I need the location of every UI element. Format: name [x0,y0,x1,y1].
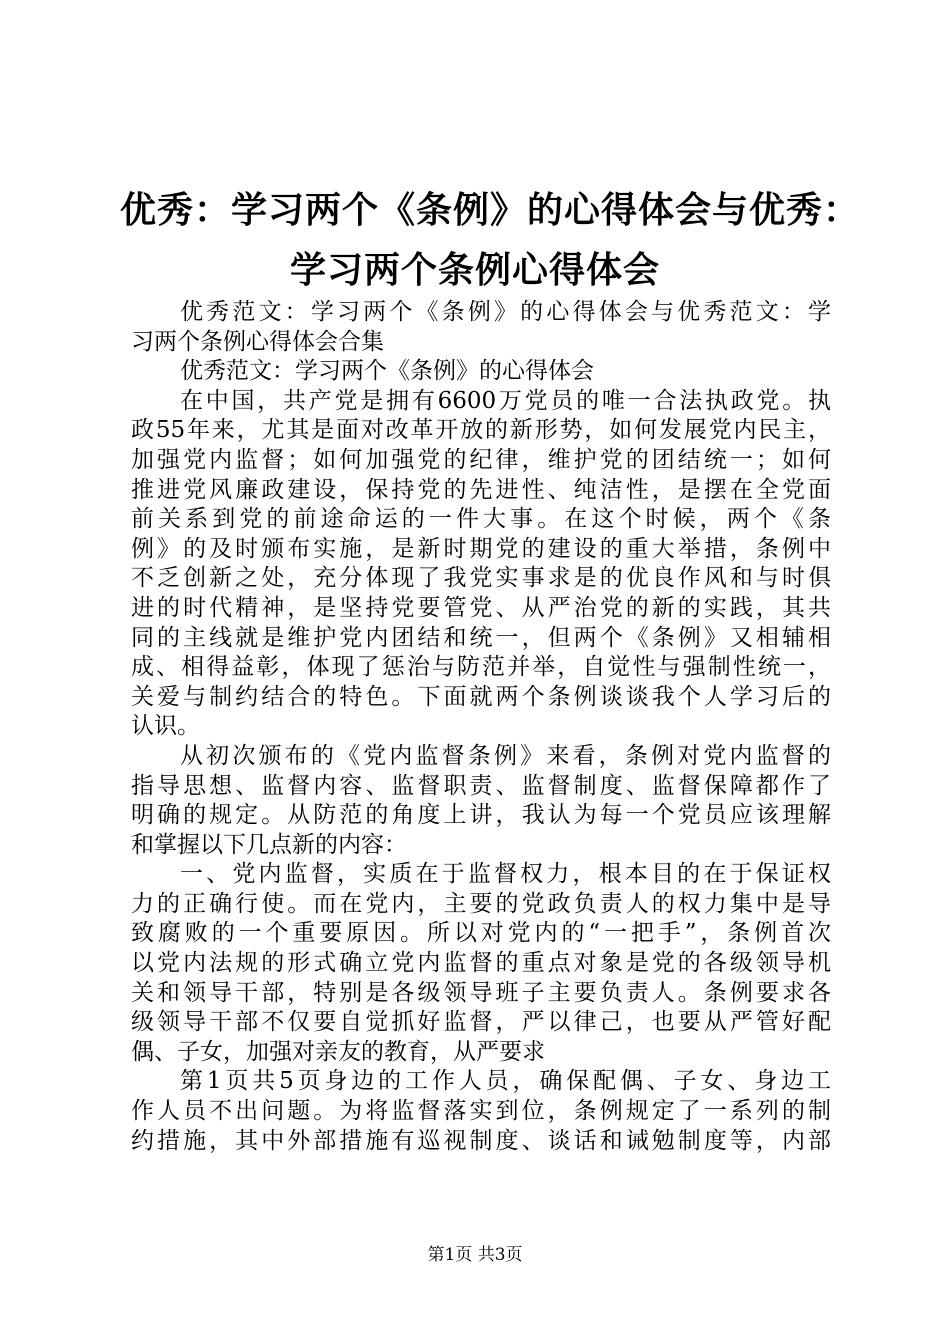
body-line: 成、相得益彰，体现了惩治与防范并举，自觉性与强制性统一， [131,654,831,681]
body-line: 不乏创新之处，充分体现了我党实事求是的优良作风和与时俱 [131,565,831,592]
body-line: 致腐败的一个重要原因。所以对党内的“一把手”，条例首次 [131,920,831,947]
body-line: 关和领导干部，特别是各级领导班子主要负责人。条例要求各 [131,979,831,1006]
body-line: 优秀范文：学习两个《条例》的心得体会与优秀范文：学 [180,299,831,325]
document-body [131,298,831,1156]
body-line: 明确的规定。从防范的角度上讲，我认为每一个党员应该理解 [131,802,831,829]
body-line: 优秀范文：学习两个《条例》的心得体会 [180,358,594,385]
body-line: 从初次颁布的《党内监督条例》来看，条例对党内监督的 [180,742,831,769]
body-line: 以党内法规的形式确立党内监督的重点对象是党的各级领导机 [131,950,831,977]
body-line: 推进党风廉政建设，保持党的先进性、纯洁性，是摆在全党面 [131,476,831,503]
body-line: 进的时代精神，是坚持党要管党、从严治党的新的实践，其共 [131,594,831,621]
body-line: 例》的及时颁布实施，是新时期党的建设的重大举措，条例中 [131,535,831,562]
body-line: 约措施，其中外部措施有巡视制度、谈话和诫勉制度等，内部 [131,1127,831,1154]
body-line: 偶、子女，加强对亲友的教育，从严要求 [131,1038,545,1065]
body-line: 同的主线就是维护党内团结和统一，但两个《条例》又相辅相 [131,624,831,651]
body-line: 和掌握以下几点新的内容： [131,831,407,858]
body-line: 加强党内监督；如何加强党的纪律，维护党的团结统一；如何 [131,446,831,473]
body-line: 一、党内监督，实质在于监督权力，根本目的在于保证权 [180,861,831,888]
page-footer: 第1页 共3页 [427,1245,523,1265]
body-line: 前关系到党的前途命运的一件大事。在这个时候，两个《条 [131,506,831,533]
document-title-line-2: 学习两个条例心得体会 [289,249,660,291]
body-line: 关爱与制约结合的特色。下面就两个条例谈谈我个人学习后的 [131,683,831,710]
body-line: 在中国，共产党是拥有6600万党员的唯一合法执政党。执 [180,387,831,414]
body-line: 级领导干部不仅要自觉抓好监督，严以律己，也要从严管好配 [131,1009,831,1036]
body-line: 习两个条例心得体会合集 [131,328,384,355]
body-line: 作人员不出问题。为将监督落实到位，条例规定了一系列的制 [131,1098,831,1125]
body-line: 指导思想、监督内容、监督职责、监督制度、监督保障都作了 [131,772,831,799]
body-line: 力的正确行使。而在党内，主要的党政负责人的权力集中是导 [131,890,831,917]
body-line: 第1页共5页身边的工作人员，确保配偶、子女、身边工 [180,1068,831,1095]
document-title-line-1: 优秀：学习两个《条例》的心得体会与优秀： [120,189,861,231]
body-line: 认识。 [131,713,200,740]
body-line: 政55年来，尤其是面对改革开放的新形势，如何发展党内民主， [131,417,831,444]
